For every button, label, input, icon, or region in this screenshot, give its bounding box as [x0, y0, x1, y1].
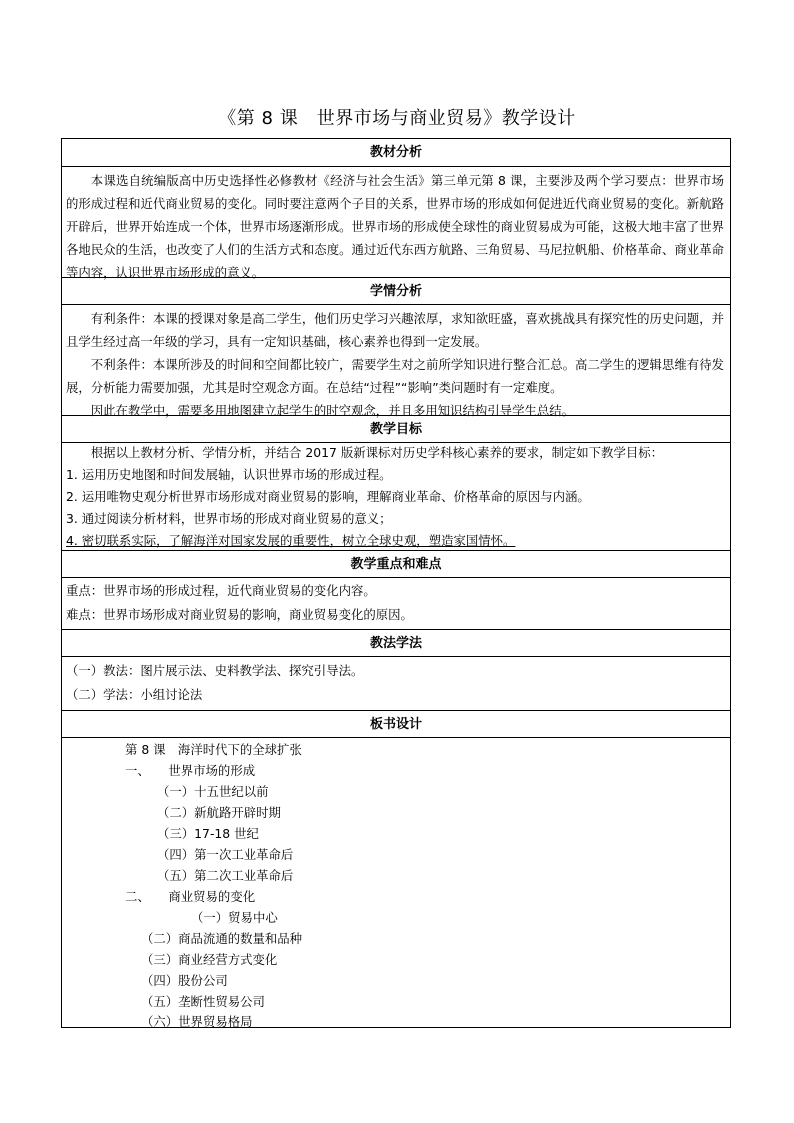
board-section-2: 二、 商业贸易的变化	[125, 889, 256, 904]
teaching-goal-item-2: 2. 运用唯物史观分析世界市场形成对商业贸易的影响，理解商业革命、价格革命的原因与内涵。	[66, 489, 590, 504]
teaching-method-text: （一）教法：图片展示法、史料教学法、探究引导法。	[66, 663, 364, 678]
learning-method-text: （二）学法：小组讨论法	[66, 687, 203, 702]
board-item-1-4: （四）第一次工业革命后	[157, 847, 294, 862]
teaching-goal-item-1: 1. 运用历史地图和时间发展轴，认识世界市场的形成过程。	[66, 467, 392, 482]
material-analysis-heading: 教材分析	[62, 139, 730, 167]
board-item-2-4: （四）股份公司	[141, 973, 228, 988]
teaching-goals-intro: 根据以上教材分析、学情分析，并结合 2017 版新课标对历史学科核心素养的要求，制定如下教学目标：	[90, 445, 664, 460]
methods-body	[62, 659, 730, 707]
board-lesson-title: 第 8 课 海洋时代下的全球扩张	[125, 742, 302, 757]
teaching-goals-heading: 教学目标	[62, 415, 730, 443]
student-analysis-heading: 学情分析	[62, 277, 730, 305]
board-section-1: 一、 世界市场的形成	[125, 763, 256, 778]
board-item-1-1: （一）十五世纪以前	[157, 784, 269, 799]
board-item-2-6: （六）世界贸易格局	[141, 1014, 253, 1029]
key-difficulty-body	[62, 579, 730, 627]
material-analysis-body	[62, 169, 730, 284]
methods-heading: 教法学法	[62, 629, 730, 657]
document-title: 《第 8 课 世界市场与商业贸易》教学设计	[218, 108, 576, 129]
key-point-text: 重点：世界市场的形成过程，近代商业贸易的变化内容。	[66, 583, 376, 598]
teaching-goals-body	[62, 442, 730, 552]
difficulty-text: 难点：世界市场形成对商业贸易的影响，商业贸易变化的原因。	[66, 607, 413, 622]
material-analysis-paragraph: 本课选自统编版高中历史选择性必修教材《经济与社会生活》第三单元第 8 课，主要涉及两个学习要点：世界市场的形成过程和近代商业贸易的变化。同时要注意两个子目的关系，世界市场的形成如何促进近代商业贸易的变化。新航路开辟后，世界开始连成一个体，世界市场逐渐形成。世界市场的形成使全球性的商业贸易成为可能，这极大地丰富了世界各地民众的生活，也改变了人们的生活方式和态度。通过近代东西方航路、三角贸易、马尼拉帆船、价格革命、商业革命等内容，认识世界市场形成的意义。	[66, 173, 724, 280]
board-item-1-3: （三）17-18 世纪	[157, 826, 259, 841]
teaching-goal-item-3: 3. 通过阅读分析材料，世界市场的形成对商业贸易的意义；	[66, 511, 392, 526]
board-item-2-1: （一）贸易中心	[191, 910, 278, 925]
student-analysis-body	[62, 307, 730, 422]
student-strategy-paragraph: 因此在教学中，需要多用地图建立起学生的时空观念，并且多用知识结构引导学生总结。	[90, 403, 575, 418]
teaching-goal-item-4: 4. 密切联系实际，了解海洋对国家发展的重要性，树立全球史观，塑造家国情怀。	[66, 533, 516, 548]
board-item-2-3: （三）商业经营方式变化	[141, 952, 278, 967]
board-item-1-2: （二）新航路开辟时期	[157, 805, 281, 820]
board-design-heading: 板书设计	[62, 710, 730, 738]
board-item-1-5: （五）第二次工业革命后	[157, 868, 294, 883]
lesson-plan-table	[61, 138, 731, 1028]
student-advantage-paragraph: 有利条件：本课的授课对象是高二学生，他们历史学习兴趣浓厚，求知欲旺盛，喜欢挑战具有探究性的历史问题，并且学生经过高一年级的学习，具有一定知识基础，核心素养也得到一定发展。	[66, 311, 724, 349]
board-item-2-2: （二）商品流通的数量和品种	[141, 931, 303, 946]
board-design-body	[62, 738, 730, 1028]
student-disadvantage-paragraph: 不利条件：本课所涉及的时间和空间都比较广，需要学生对之前所学知识进行整合汇总。高二学生的逻辑思维有待发展，分析能力需要加强，尤其是时空观念方面。在总结“过程”“影响”类问题时有一定难度。	[66, 357, 724, 395]
key-difficulty-heading: 教学重点和难点	[62, 550, 730, 578]
board-item-2-5: （五）垄断性贸易公司	[141, 994, 265, 1009]
